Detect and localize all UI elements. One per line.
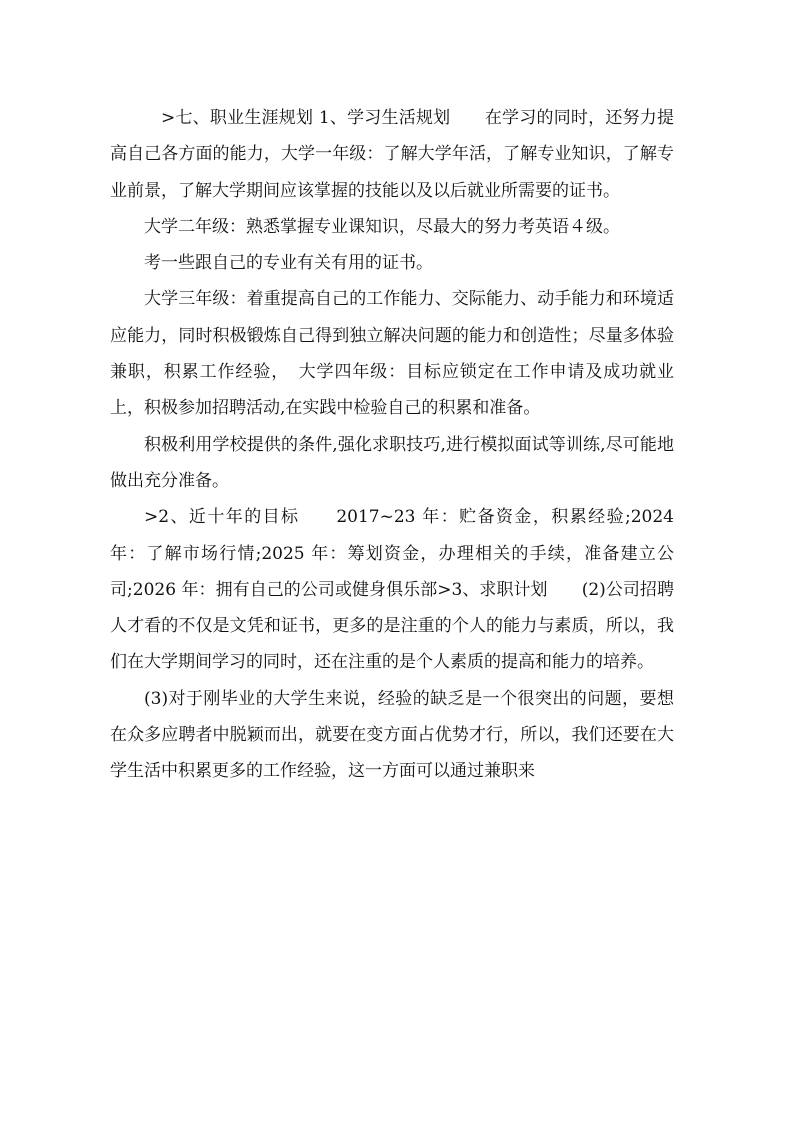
paragraph-experience: (3)对于刚毕业的大学生来说，经验的缺乏是一个很突出的问题，要想在众多应聘者中脱颖而出，就要在变方面占优势才行，所以，我们还要在大学生活中积累更多的工作经验，这一方面可以通过兼职来 bbox=[110, 688, 674, 782]
paragraph-career-planning: >七、职业生涯规划 1、学习生活规划 在学习的同时，还努力提高自己各方面的能力，大学一年级：了解大学年活，了解专业知识，了解专业前景，了解大学期间应该掌握的技能以及以后就业所需要的证书。 bbox=[110, 108, 674, 201]
paragraph-third-fourth-year: 大学三年级：着重提高自己的工作能力、交际能力、动手能力和环境适应能力，同时积极锻炼自己得到独立解决问题的能力和创造性；尽量多体验兼职，积累工作经验， 大学四年级：目标应锁定在工作申请及成功就业上，积极参加招聘活动,在实践中检验自己的积累和准备。 bbox=[110, 289, 674, 419]
paragraph-certificates: 考一些跟自己的专业有关有用的证书。 bbox=[144, 253, 433, 274]
paragraph-second-year: 大学二年级：熟悉掌握专业课知识，尽最大的努力考英语４级。 bbox=[144, 216, 620, 237]
paragraph-ten-year-goals: >2、近十年的目标 2017~23 年：贮备资金，积累经验;2024 年：了解市场行情;2025 年：筹划资金，办理相关的手续，准备建立公司;2026 年：拥有自己的公司或健身俱乐部>3、求职计划 (2)公司招聘人才看的不仅是文凭和证书，更多的是注重的个人的能力与素质，所以，我们在大学期间学习的同时，还在注重的是个人素质的提高和能力的培养。 bbox=[110, 507, 674, 673]
document-page bbox=[110, 100, 674, 790]
paragraph-school-resources: 积极利用学校提供的条件,强化求职技巧,进行模拟面试等训练,尽可能地做出充分准备。 bbox=[110, 434, 674, 491]
